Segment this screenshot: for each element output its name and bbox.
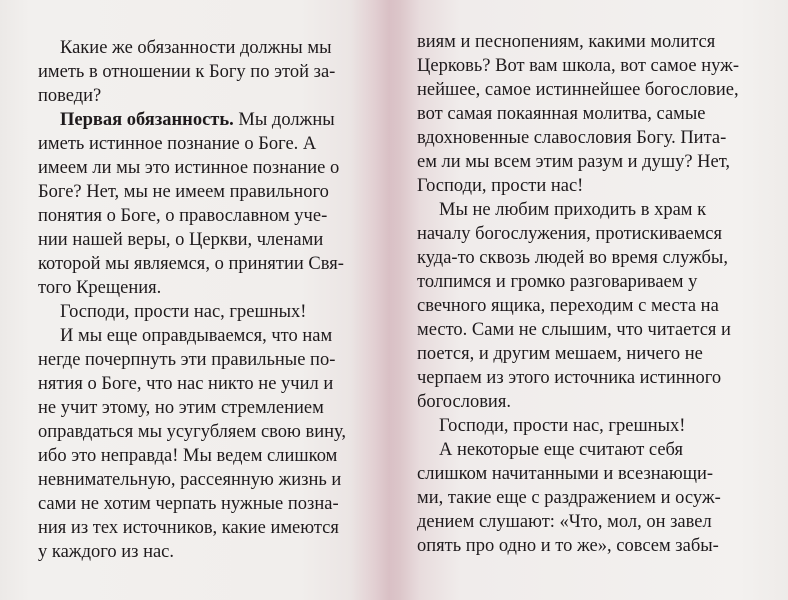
text-line: Господи, прости нас, грешных! — [60, 302, 307, 322]
text-line: иметь в отношении к Богу по этой за- — [38, 62, 336, 82]
text-line: ния из тех источников, какие имеются — [38, 518, 339, 538]
right-page — [395, 0, 788, 600]
text-line: началу богослужения, протискиваемся — [417, 224, 722, 244]
text-line: ми, такие еще с раздражением и осуж- — [417, 488, 721, 508]
text-line: Господи, прости нас, грешных! — [439, 416, 686, 436]
text-line: толпимся и громко разговариваем у — [417, 272, 698, 292]
text-line: опять про одно и то же», совсем забы- — [417, 536, 719, 556]
text-line: куда-то сквозь людей во время службы, — [417, 248, 728, 268]
text-line: богословия. — [417, 392, 511, 412]
text-line — [60, 108, 335, 132]
text-line: иметь истинное познание о Боге. А — [38, 134, 317, 154]
text-line: черпаем из этого источника истинного — [417, 368, 722, 388]
left-page — [0, 0, 390, 600]
text-line: негде почерпнуть эти правильные по- — [38, 350, 336, 370]
text-line-rest: Мы должны — [233, 110, 335, 130]
text-line: ибо это неправда! Мы ведем слишком — [38, 446, 338, 466]
text-line: не учит этому, но этим стремлением — [38, 398, 324, 418]
text-line: Господи, прости нас! — [417, 176, 584, 196]
section-heading-first-duty: Первая обязанность. — [60, 110, 234, 130]
text-line: нятия о Боге, что нас никто не учил и — [38, 374, 334, 394]
text-line: дением слушают: «Что, мол, он завел — [417, 512, 712, 532]
text-line: Боге? Нет, мы не имеем правильного — [38, 182, 329, 202]
text-line: нии нашей веры, о Церкви, членами — [38, 230, 324, 250]
text-line: имеем ли мы это истинное познание о — [38, 158, 340, 178]
text-line: невнимательную, рассеянную жизнь и — [38, 470, 342, 490]
text-line: понятия о Боге, о православном уче- — [38, 206, 328, 226]
text-line: Церковь? Вот вам школа, вот самое нуж- — [417, 56, 740, 76]
text-line: А некоторые еще считают себя — [439, 440, 684, 460]
text-line: свечного ящика, переходим с места на — [417, 296, 719, 316]
text-line: вот самая покаянная молитва, самые — [417, 104, 706, 124]
text-line: поется, и другим мешаем, ничего не — [417, 344, 703, 364]
text-line: Мы не любим приходить в храм к — [439, 200, 707, 220]
text-line: ем ли мы всем этим разум и душу? Нет, — [417, 152, 731, 172]
text-line: сами не хотим черпать нужные позна- — [38, 494, 339, 514]
text-line: у каждого из нас. — [38, 542, 175, 562]
text-line: вдохновенные славословия Богу. Пита- — [417, 128, 727, 148]
text-line: того Крещения. — [38, 278, 162, 298]
text-line: которой мы являемся, о принятии Свя- — [38, 254, 344, 274]
text-line: оправдаться мы усугубляем свою вину, — [38, 422, 347, 442]
text-line: слишком начитанными и всезнающи- — [417, 464, 713, 484]
text-line: виям и песнопениям, какими молится — [417, 32, 716, 52]
text-line: место. Сами не слышим, что читается и — [417, 320, 731, 340]
text-line: И мы еще оправдываемся, что нам — [60, 326, 333, 346]
text-line: поведи? — [38, 86, 102, 106]
text-line: Какие же обязанности должны мы — [60, 38, 332, 58]
text-line: нейшее, самое истиннейшее богословие, — [417, 80, 739, 100]
